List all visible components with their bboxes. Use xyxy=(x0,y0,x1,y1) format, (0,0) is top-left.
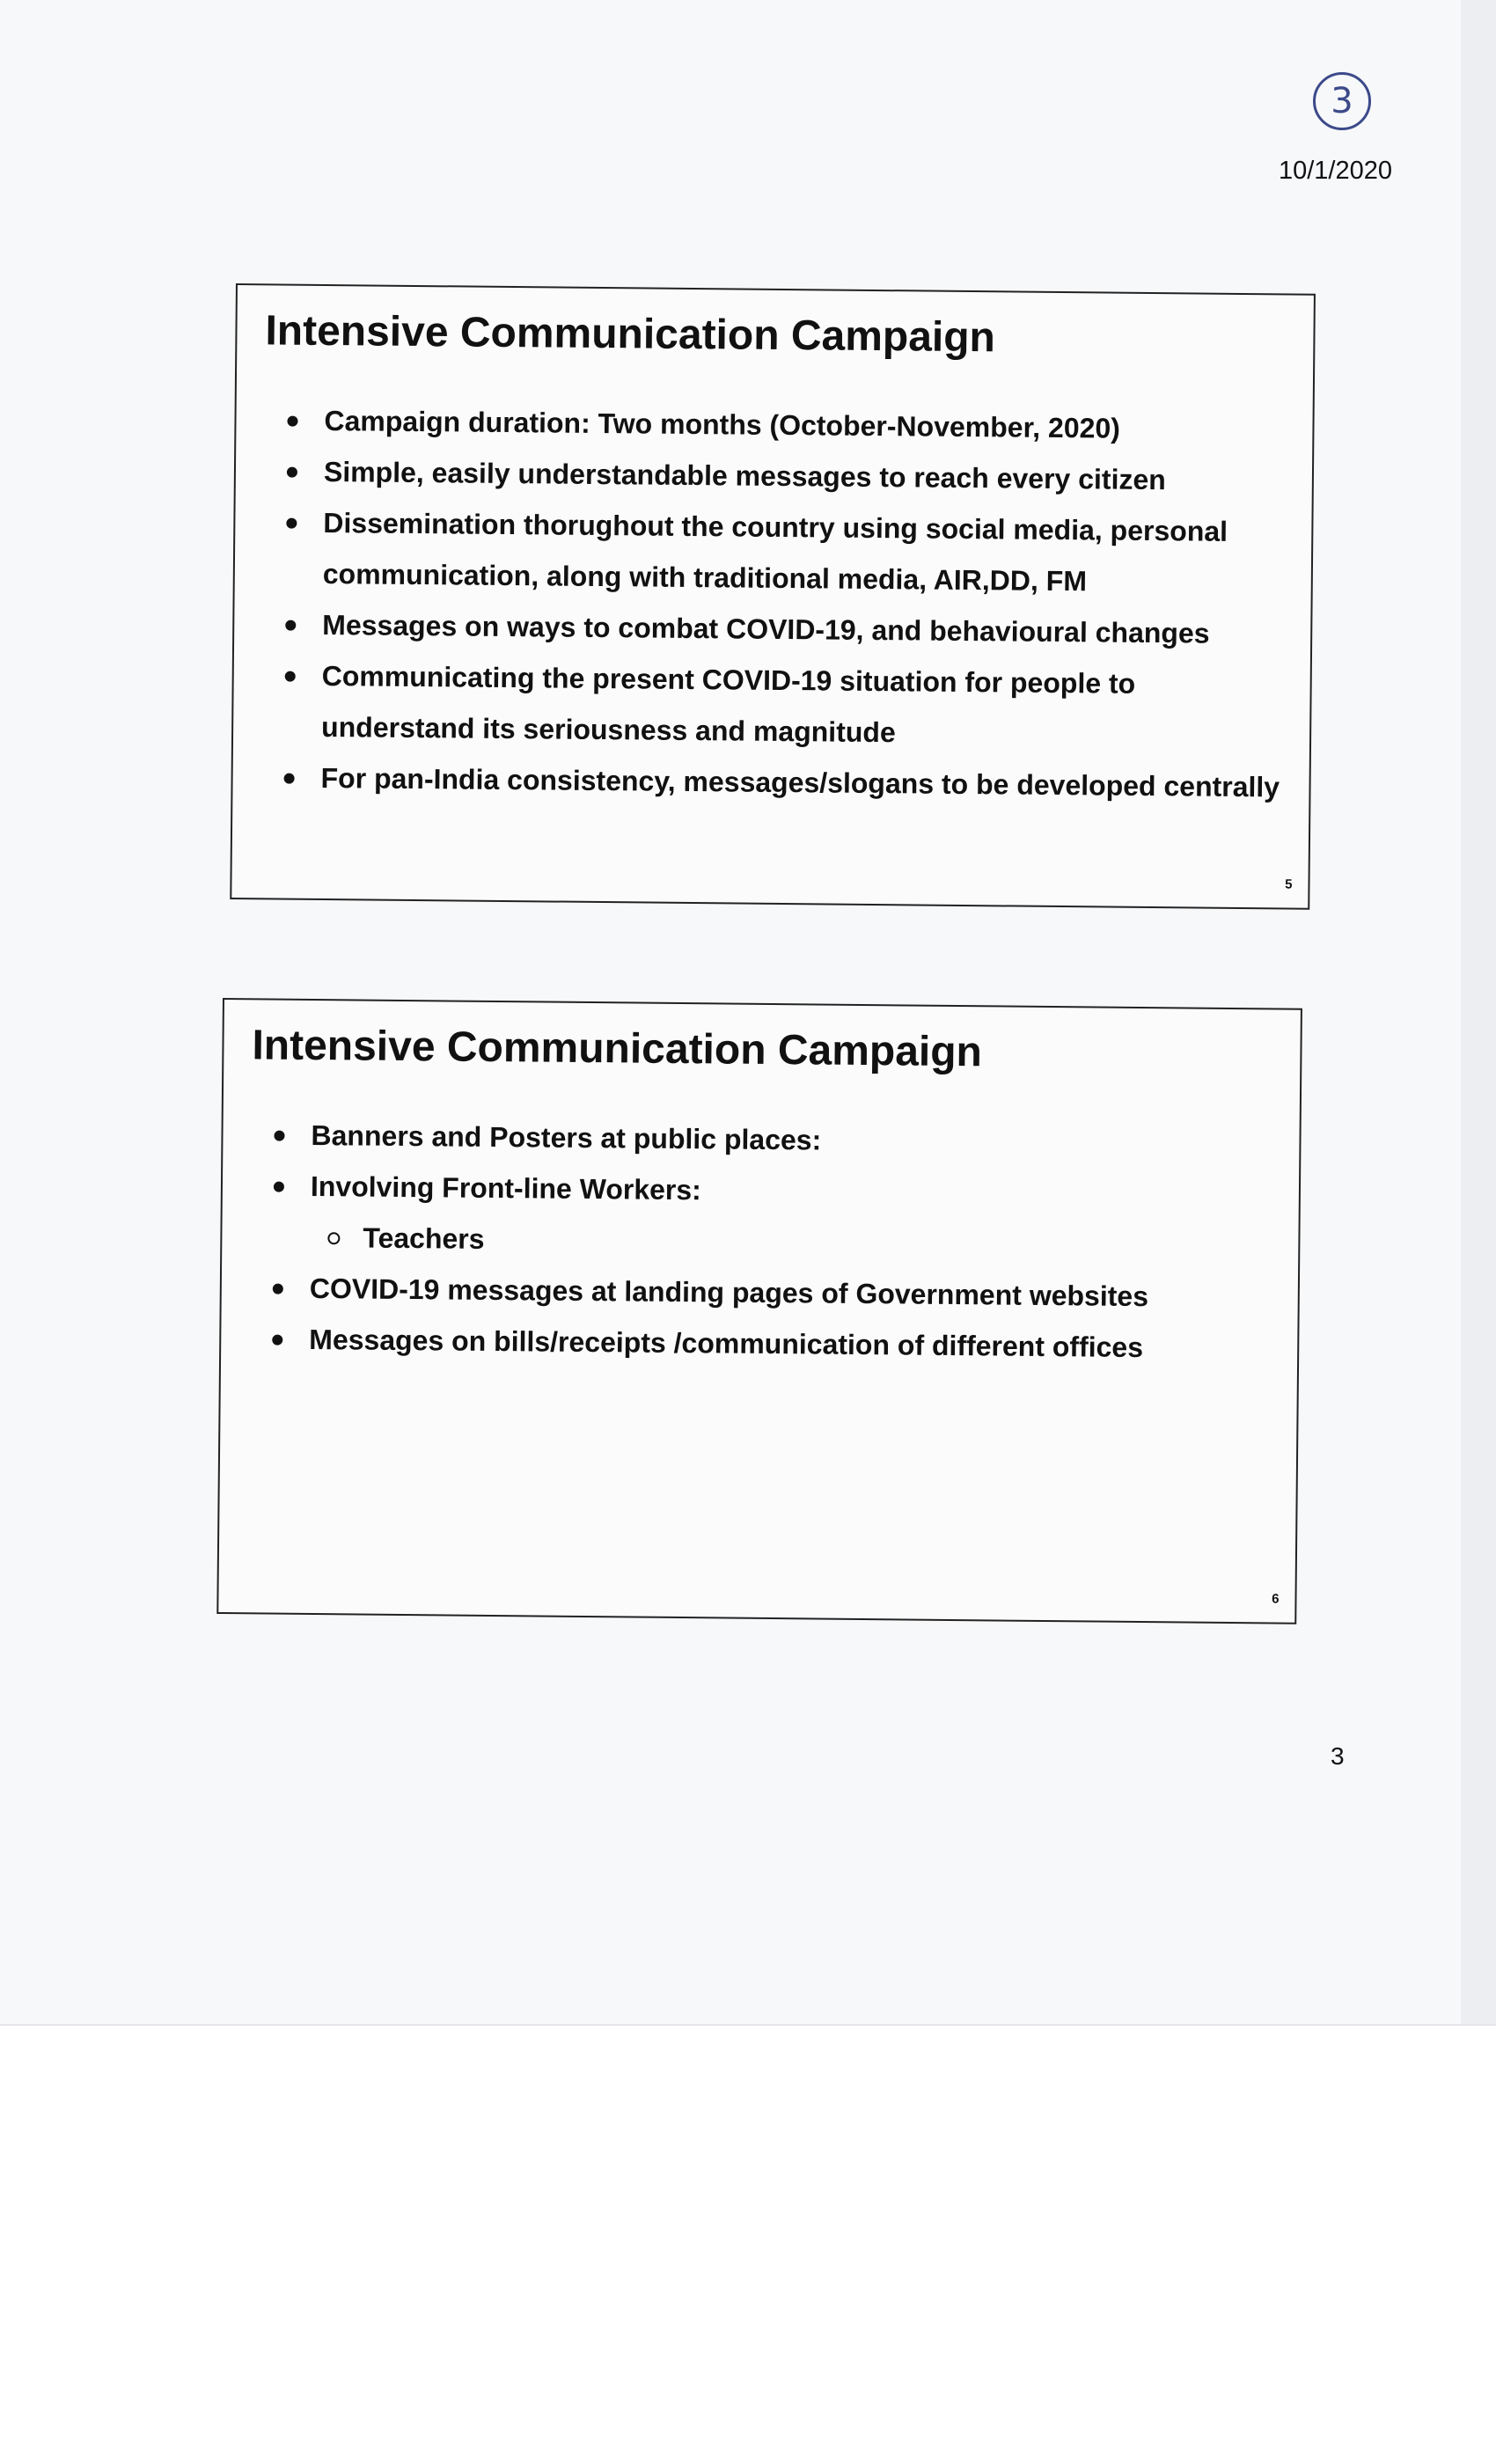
bullet-item: Communicating the present COVID-19 situation for people to understand its seriousness and magnitude xyxy=(233,649,1314,762)
bullet-item: For pan-India consistency, messages/slogans to be developed centrally xyxy=(232,752,1313,813)
slide-6 xyxy=(216,998,1302,1624)
page-date: 10/1/2020 xyxy=(1278,157,1392,185)
bullet-item: COVID-19 messages at landing pages of Government websites xyxy=(222,1262,1302,1324)
bullet-item: Messages on ways to combat COVID-19, and behavioural changes xyxy=(234,598,1315,660)
slide-number: 5 xyxy=(1285,876,1293,892)
slide-title: Intensive Communication Campaign xyxy=(252,1022,983,1076)
bullet-item: Involving Front-line Workers: xyxy=(223,1160,1303,1221)
bullet-item: Messages on bills/receipts /communication of different offices xyxy=(221,1313,1302,1375)
bullet-item: Campaign duration: Two months (October-November, 2020) xyxy=(236,394,1316,456)
bullet-item: Simple, easily understandable messages to reach every citizen xyxy=(236,445,1316,507)
bullet-list xyxy=(221,1109,1303,1375)
slide-number: 6 xyxy=(1272,1591,1280,1607)
page-footer-number: 3 xyxy=(1331,1742,1345,1770)
bullet-item: Dissemination thorughout the country using social media, personal communication, along with traditional media, AIR,DD, FM xyxy=(235,496,1316,609)
bullet-item: Banners and Posters at public places: xyxy=(223,1109,1303,1170)
sub-bullet-item: Teachers xyxy=(222,1211,1302,1272)
slide-5 xyxy=(230,283,1316,910)
slide-title: Intensive Communication Campaign xyxy=(265,307,996,362)
scan-edge-shadow xyxy=(1461,0,1496,2024)
bullet-list xyxy=(232,394,1316,813)
handwritten-circled-page-number: 3 xyxy=(1313,72,1371,130)
